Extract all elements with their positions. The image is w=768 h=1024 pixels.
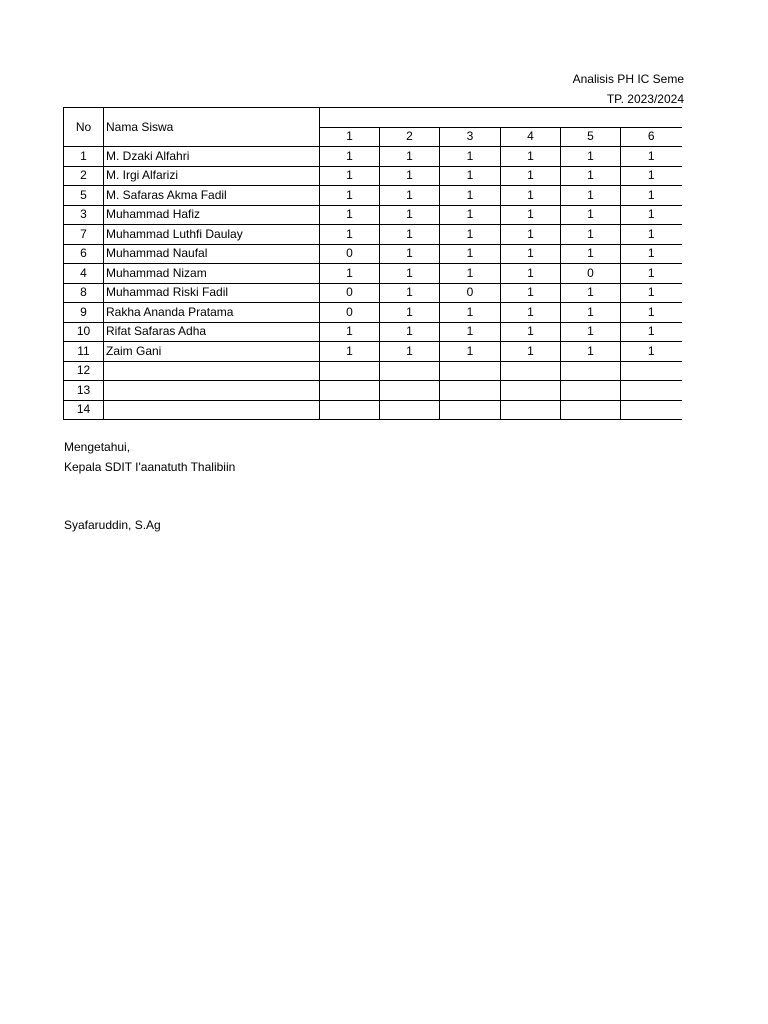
score-cell: 1 bbox=[561, 147, 621, 167]
score-cell bbox=[440, 381, 501, 401]
score-cell: 1 bbox=[501, 283, 561, 303]
score-cell bbox=[501, 400, 561, 420]
score-cell: 1 bbox=[440, 147, 501, 167]
score-cell: 1 bbox=[621, 342, 682, 362]
row-number-cell: 13 bbox=[64, 381, 104, 401]
score-cell: 1 bbox=[621, 244, 682, 264]
score-cell: 1 bbox=[440, 205, 501, 225]
table-header bbox=[64, 108, 682, 147]
row-number-cell: 7 bbox=[64, 225, 104, 245]
score-cell: 1 bbox=[380, 147, 440, 167]
score-cell: 1 bbox=[501, 147, 561, 167]
score-cell bbox=[621, 381, 682, 401]
question-number: 5 bbox=[561, 127, 621, 147]
acknowledgement-label: Mengetahui, bbox=[64, 440, 131, 454]
row-number-cell: 11 bbox=[64, 342, 104, 362]
score-cell: 1 bbox=[621, 322, 682, 342]
score-cell: 1 bbox=[380, 186, 440, 206]
student-name-cell: Rifat Safaras Adha bbox=[104, 322, 320, 342]
col-no-header: No bbox=[64, 108, 104, 147]
score-cell: 1 bbox=[501, 225, 561, 245]
score-cell: 1 bbox=[440, 166, 501, 186]
score-cell: 1 bbox=[380, 225, 440, 245]
question-number: 6 bbox=[621, 127, 682, 147]
student-name-cell: M. Dzaki Alfahri bbox=[104, 147, 320, 167]
score-cell: 1 bbox=[501, 264, 561, 284]
student-name-cell: Muhammad Luthfi Daulay bbox=[104, 225, 320, 245]
score-cell: 1 bbox=[501, 186, 561, 206]
score-cell bbox=[561, 361, 621, 381]
score-cell: 1 bbox=[380, 283, 440, 303]
score-cell bbox=[621, 361, 682, 381]
score-cell: 1 bbox=[440, 244, 501, 264]
score-cell: 1 bbox=[320, 205, 380, 225]
score-cell: 1 bbox=[440, 225, 501, 245]
score-cell: 1 bbox=[320, 166, 380, 186]
score-cell bbox=[380, 381, 440, 401]
table-row bbox=[64, 400, 682, 420]
row-number-cell: 12 bbox=[64, 361, 104, 381]
question-number: 2 bbox=[380, 127, 440, 147]
score-cell bbox=[320, 381, 380, 401]
table-body bbox=[64, 147, 682, 420]
question-number: 4 bbox=[501, 127, 561, 147]
score-cell: 1 bbox=[440, 322, 501, 342]
score-cell: 1 bbox=[440, 186, 501, 206]
score-cell: 1 bbox=[320, 322, 380, 342]
table-row bbox=[64, 166, 682, 186]
score-cell: 1 bbox=[621, 283, 682, 303]
score-cell bbox=[561, 400, 621, 420]
score-cell: 1 bbox=[621, 225, 682, 245]
question-number: 1 bbox=[320, 127, 380, 147]
score-cell: 0 bbox=[320, 283, 380, 303]
row-number-cell: 6 bbox=[64, 244, 104, 264]
score-cell: 1 bbox=[561, 225, 621, 245]
table-row bbox=[64, 283, 682, 303]
score-cell: 1 bbox=[440, 342, 501, 362]
score-cell: 1 bbox=[320, 225, 380, 245]
score-cell: 1 bbox=[380, 342, 440, 362]
score-cell: 1 bbox=[501, 166, 561, 186]
score-table bbox=[63, 107, 682, 420]
score-cell: 1 bbox=[440, 264, 501, 284]
score-cell: 1 bbox=[380, 244, 440, 264]
score-cell: 1 bbox=[320, 186, 380, 206]
table-row bbox=[64, 205, 682, 225]
row-number-cell: 3 bbox=[64, 205, 104, 225]
document-title: Analisis PH IC Seme bbox=[572, 72, 684, 86]
student-name-cell: M. Irgi Alfarizi bbox=[104, 166, 320, 186]
score-cell: 1 bbox=[621, 205, 682, 225]
table-row bbox=[64, 361, 682, 381]
row-number-cell: 8 bbox=[64, 283, 104, 303]
score-cell: 1 bbox=[380, 303, 440, 323]
score-cell: 1 bbox=[380, 166, 440, 186]
score-cell bbox=[501, 361, 561, 381]
row-number-cell: 14 bbox=[64, 400, 104, 420]
score-cell: 1 bbox=[561, 303, 621, 323]
score-cell: 1 bbox=[380, 322, 440, 342]
row-number-cell: 10 bbox=[64, 322, 104, 342]
score-cell bbox=[380, 400, 440, 420]
score-cell: 1 bbox=[501, 342, 561, 362]
principal-title: Kepala SDIT I'aanatuth Thalibiin bbox=[64, 460, 236, 474]
score-cell bbox=[440, 400, 501, 420]
student-name-cell: Rakha Ananda Pratama bbox=[104, 303, 320, 323]
col-name-header: Nama Siswa bbox=[104, 108, 320, 147]
score-cell bbox=[501, 381, 561, 401]
student-name-cell: M. Safaras Akma Fadil bbox=[104, 186, 320, 206]
student-name-cell: Muhammad Hafiz bbox=[104, 205, 320, 225]
score-cell: 1 bbox=[380, 205, 440, 225]
score-cell: 1 bbox=[621, 186, 682, 206]
student-name-cell: Muhammad Nizam bbox=[104, 264, 320, 284]
table-row bbox=[64, 186, 682, 206]
academic-year: TP. 2023/2024 bbox=[606, 92, 684, 106]
score-cell: 0 bbox=[561, 264, 621, 284]
row-number-cell: 2 bbox=[64, 166, 104, 186]
score-cell: 1 bbox=[501, 205, 561, 225]
score-cell bbox=[561, 381, 621, 401]
table-row bbox=[64, 381, 682, 401]
score-cell: 1 bbox=[621, 264, 682, 284]
score-cell: 1 bbox=[440, 303, 501, 323]
score-cell: 1 bbox=[320, 342, 380, 362]
score-cell: 1 bbox=[561, 186, 621, 206]
table-row bbox=[64, 322, 682, 342]
table-row bbox=[64, 225, 682, 245]
score-cell: 1 bbox=[501, 303, 561, 323]
table-row bbox=[64, 147, 682, 167]
table-row bbox=[64, 342, 682, 362]
table-row bbox=[64, 264, 682, 284]
score-cell: 0 bbox=[320, 244, 380, 264]
score-cell: 0 bbox=[320, 303, 380, 323]
score-cell bbox=[320, 361, 380, 381]
score-cell: 1 bbox=[320, 264, 380, 284]
score-cell bbox=[440, 361, 501, 381]
score-cell: 1 bbox=[621, 147, 682, 167]
row-number-cell: 1 bbox=[64, 147, 104, 167]
row-number-cell: 5 bbox=[64, 186, 104, 206]
table-row bbox=[64, 244, 682, 264]
score-cell: 1 bbox=[501, 322, 561, 342]
score-cell: 1 bbox=[561, 283, 621, 303]
score-cell: 1 bbox=[561, 342, 621, 362]
student-name-cell bbox=[104, 400, 320, 420]
row-number-cell: 9 bbox=[64, 303, 104, 323]
score-cell: 1 bbox=[621, 166, 682, 186]
score-cell: 1 bbox=[501, 244, 561, 264]
score-cell bbox=[380, 361, 440, 381]
student-name-cell: Muhammad Riski Fadil bbox=[104, 283, 320, 303]
score-cell bbox=[621, 400, 682, 420]
score-cell: 1 bbox=[561, 322, 621, 342]
student-name-cell: Zaim Gani bbox=[104, 342, 320, 362]
student-name-cell: Muhammad Naufal bbox=[104, 244, 320, 264]
score-cell: 1 bbox=[561, 244, 621, 264]
score-cell: 1 bbox=[380, 264, 440, 284]
score-cell: 1 bbox=[561, 166, 621, 186]
questions-caption bbox=[320, 108, 682, 128]
student-name-cell bbox=[104, 361, 320, 381]
row-number-cell: 4 bbox=[64, 264, 104, 284]
student-name-cell bbox=[104, 381, 320, 401]
table-row bbox=[64, 303, 682, 323]
signatory-name: Syafaruddin, S.Ag bbox=[64, 518, 161, 532]
score-cell: 1 bbox=[561, 205, 621, 225]
score-cell: 1 bbox=[320, 147, 380, 167]
question-number: 3 bbox=[440, 127, 501, 147]
score-cell: 0 bbox=[440, 283, 501, 303]
score-cell: 1 bbox=[621, 303, 682, 323]
score-cell bbox=[320, 400, 380, 420]
